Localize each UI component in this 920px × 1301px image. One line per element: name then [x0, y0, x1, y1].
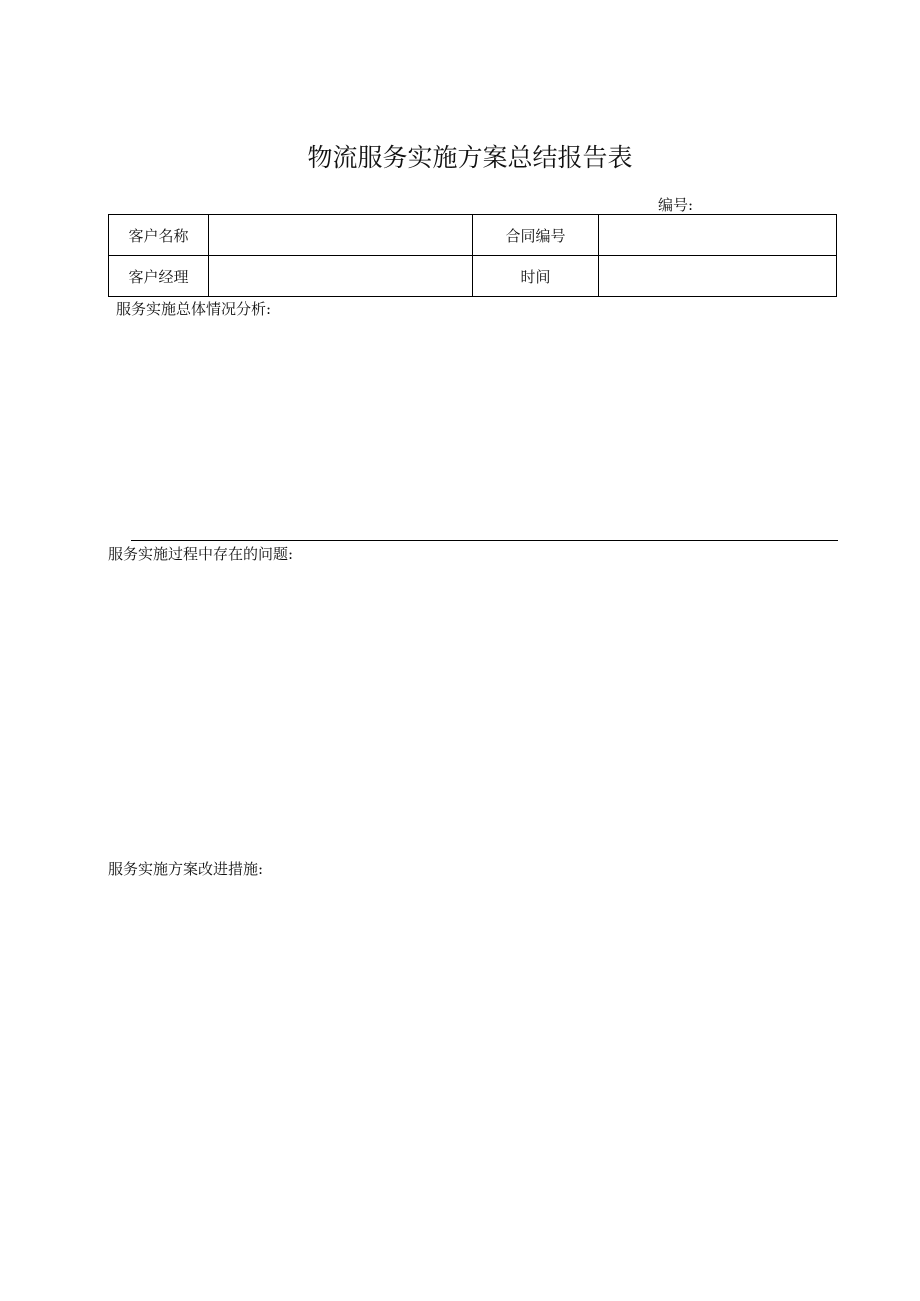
problems-heading: 服务实施过程中存在的问题: — [108, 545, 294, 563]
improvements-heading: 服务实施方案改进措施: — [108, 860, 264, 878]
customer-manager-field[interactable] — [209, 256, 473, 297]
report-title: 物流服务实施方案总结报告表 — [307, 143, 633, 172]
customer-manager-label: 客户经理 — [109, 256, 209, 297]
customer-name-label: 客户名称 — [109, 215, 209, 256]
time-label: 时间 — [473, 256, 599, 297]
customer-name-field[interactable] — [209, 215, 473, 256]
table-row — [109, 215, 837, 256]
contract-number-label: 合同编号 — [473, 215, 599, 256]
time-field[interactable] — [599, 256, 837, 297]
info-table — [108, 214, 837, 297]
serial-number-label: 编号: — [658, 196, 694, 214]
table-row — [109, 256, 837, 297]
section-divider — [131, 540, 838, 541]
contract-number-field[interactable] — [599, 215, 837, 256]
overall-analysis-heading: 服务实施总体情况分析: — [116, 300, 272, 318]
